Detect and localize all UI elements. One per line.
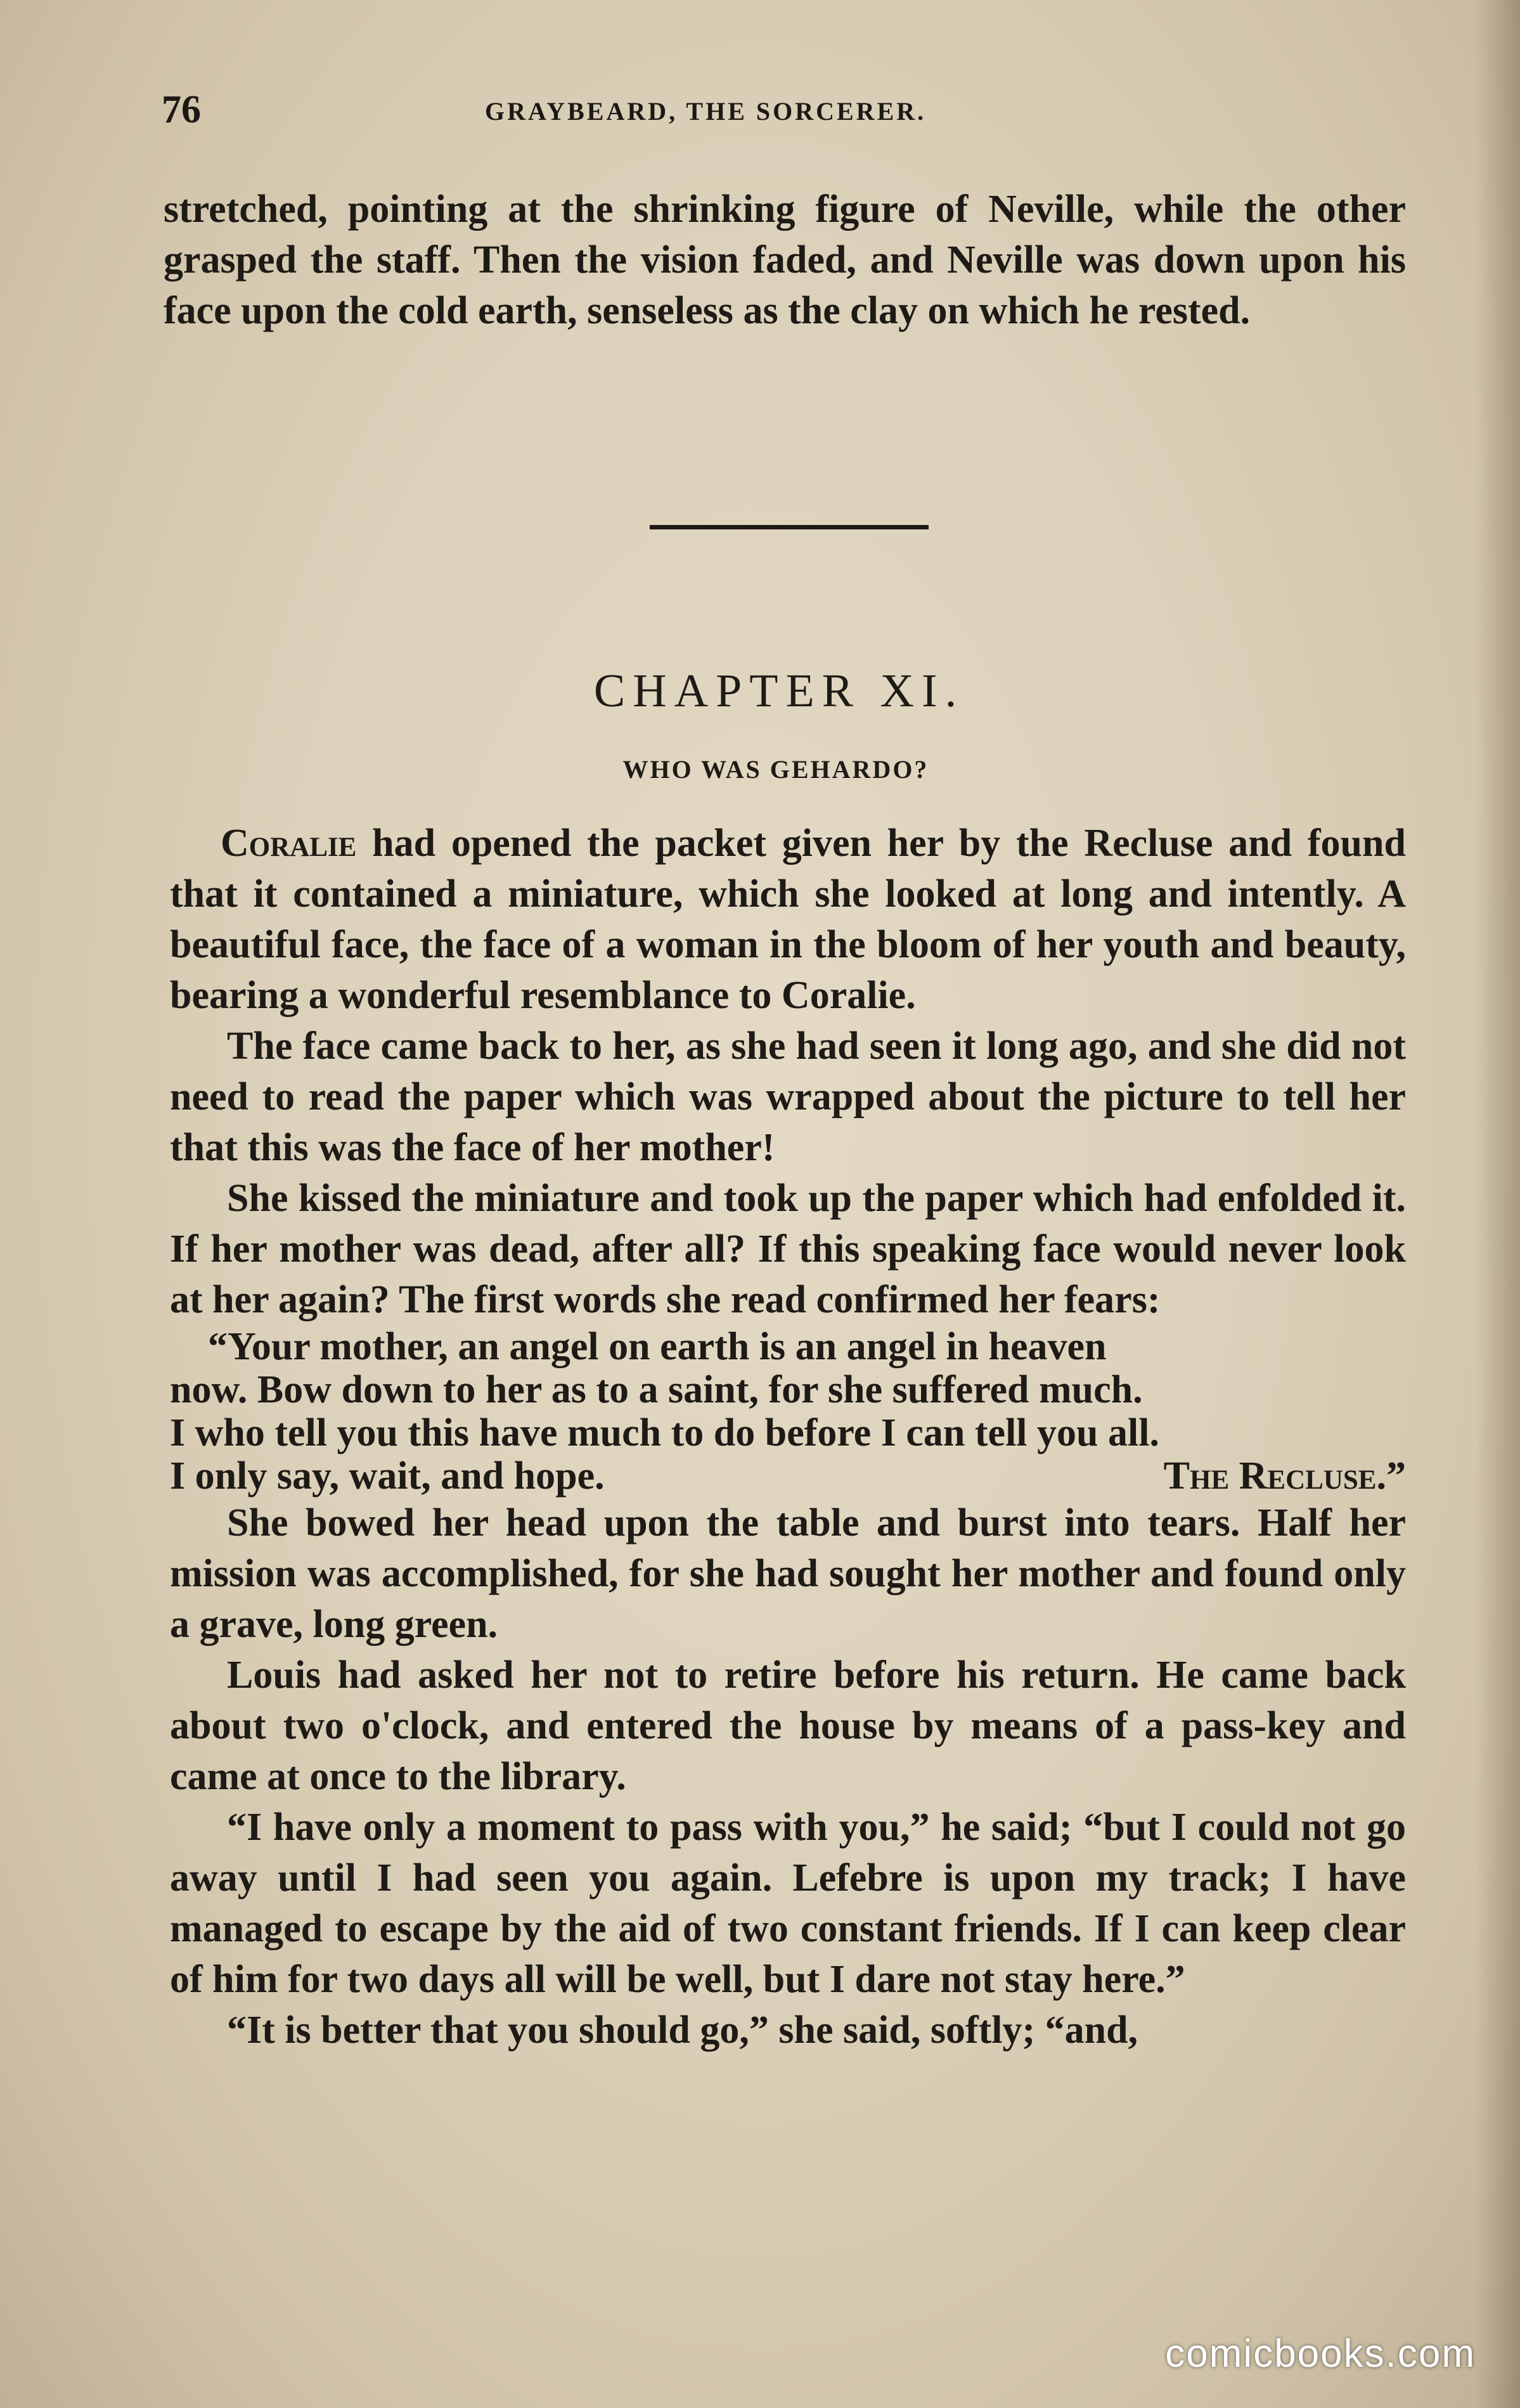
opening-paragraph: stretched, pointing at the shrinking figure of Neville, while the other grasped the staff. Then the vision faded, and Neville was down upon his face upon the cold earth, senseless as the clay on which he rested. — [164, 188, 1406, 332]
chapter-subheading: WHO WAS GEHARDO? — [622, 755, 929, 784]
paragraph-3: She kissed the miniature and took up the paper which had enfolded it. If her mother was dead, after all? If this speaking face would never look at her again? The first words she read confirmed her fears: — [170, 1177, 1406, 1321]
paragraph-7: “It is better that you should go,” she said, softly; “and, — [227, 2009, 1138, 2052]
quote-signature: The Recluse.” — [1163, 1454, 1406, 1498]
quote-line-1: “Your mother, an angel on earth is an angel in heaven — [208, 1325, 1107, 1368]
chapter-body — [170, 818, 1406, 2055]
paragraph-1 — [170, 818, 1406, 1021]
paragraph-2: The face came back to her, as she had seen it long ago, and she did not need to read the paper which was wrapped about the picture to tell her that this was the face of her mother! — [170, 1025, 1406, 1169]
quote-line-4: I only say, wait, and hope. — [170, 1454, 605, 1498]
paragraph-1-lead: Coralie — [221, 822, 357, 865]
running-head — [162, 87, 1410, 132]
paragraph-1-text: had opened the packet given her by the Recluse and found that it contained a miniature, which she looked at long and intently. A beautiful face, the face of a woman in the bloom of her youth and beauty, bearing a wonderful resemblance to Coralie. — [170, 822, 1406, 1017]
section-rule — [650, 525, 929, 529]
running-title: GRAYBEARD, THE SORCERER. — [485, 97, 927, 126]
paragraph-6: “I have only a moment to pass with you,” he said; “but I could not go away until I had seen you again. Lefebre is upon my track; I have managed to escape by the aid of two constant friends. If I can keep clear of him for two days all will be well, but I dare not stay here.” — [170, 1806, 1406, 2001]
quote-line-3: I who tell you this have much to do before I can tell you all. — [170, 1411, 1159, 1454]
quote-line-4-row — [170, 1454, 1406, 1498]
paragraph-5: Louis had asked her not to retire before his return. He came back about two o'clock, and entered the house by means of a pass-key and came at once to the library. — [170, 1654, 1406, 1798]
chapter-heading: CHAPTER XI. — [593, 665, 965, 717]
page-edge-shadow — [1476, 0, 1520, 2408]
quote-line-2: now. Bow down to her as to a saint, for she suffered much. — [170, 1368, 1143, 1411]
page-number: 76 — [162, 88, 201, 131]
recluse-note — [170, 1325, 1406, 1498]
watermark: comicbooks.com — [1165, 2332, 1476, 2376]
opening-paragraph-block — [164, 184, 1406, 336]
paragraph-4: She bowed her head upon the table and burst into tears. Half her mission was accomplished, for she had sought her mother and found only a grave, long green. — [170, 1501, 1406, 1646]
